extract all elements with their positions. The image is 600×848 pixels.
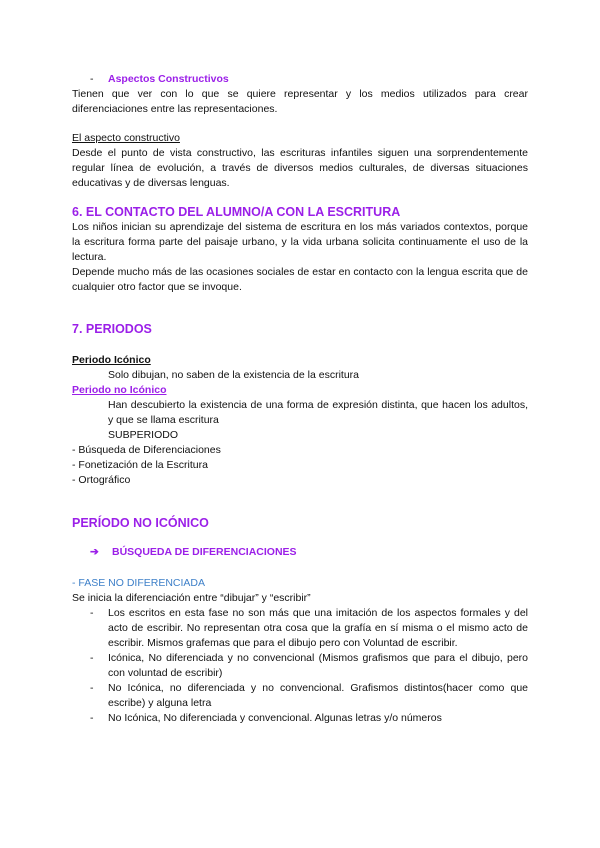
section-aspectos-constructivos: [72, 72, 528, 117]
section-periodos: [72, 321, 528, 337]
fase-no-diferenciada: [72, 576, 528, 726]
paragraph: Se inicia la diferenciación entre “dibujar” y “escribir”: [72, 592, 311, 604]
section-heading: PERÍODO NO ICÓNICO: [72, 516, 209, 530]
list-item: - Búsqueda de Diferenciaciones: [72, 444, 221, 456]
section-heading: 7. PERIODOS: [72, 322, 152, 336]
fase-title: - FASE NO DIFERENCIADA: [72, 577, 206, 589]
subsection-title: Aspectos Constructivos: [108, 73, 229, 85]
subsection-busqueda: [72, 545, 528, 560]
bullet-dash: -: [90, 73, 94, 85]
list-item: - Fonetización de la Escritura: [72, 459, 208, 471]
section-heading: 6. EL CONTACTO DEL ALUMNO/A CON LA ESCRITURA: [72, 205, 401, 219]
periodos-list: [72, 353, 528, 488]
section-periodo-no-iconico: [72, 515, 528, 531]
list-item: - Ortográfico: [72, 474, 131, 486]
subsection-title: El aspecto constructivo: [72, 132, 180, 144]
list-item: - No Icónica, No diferenciada y convencional. Algunas letras y/o números: [72, 711, 528, 726]
subperiodo-label: SUBPERIODO: [108, 429, 179, 441]
periodo-iconico-text: Solo dibujan, no saben de la existencia de la escritura: [108, 369, 359, 381]
section-aspecto-constructivo: [72, 131, 528, 191]
periodo-iconico-title: Periodo Icónico: [72, 354, 151, 366]
subsection-title: BÚSQUEDA DE DIFERENCIACIONES: [112, 546, 297, 558]
section-contacto: [72, 204, 528, 295]
list-item: - Los escritos en esta fase no son más que una imitación de los aspectos formales y del acto de escribir. No representan otra cosa que la grafía en sí misma o el mismo acto de escribir. Mismos grafemas que para el dibujo pero con Voluntad de escribir.: [72, 606, 528, 651]
periodo-no-iconico-text: Han descubierto la existencia de una forma de expresión distinta, que hacen los adultos, y que se llama escritura: [108, 399, 528, 426]
periodo-no-iconico-title: Periodo no Icónico: [72, 384, 167, 396]
arrow-icon: ➔: [90, 546, 99, 558]
paragraph: Desde el punto de vista constructivo, las escrituras infantiles siguen una sorprendentemente regular línea de evolución, a través de diversos medios culturales, de diversas situaciones educativas y de diversas lenguas.: [72, 147, 528, 189]
paragraph: Depende mucho más de las ocasiones sociales de estar en contacto con la lengua escrita que de cualquier otro factor que se invoque.: [72, 266, 528, 293]
paragraph: Tienen que ver con lo que se quiere representar y los medios utilizados para crear diferenciaciones entre las representaciones.: [72, 88, 528, 115]
list-item: - No Icónica, no diferenciada y no convencional. Grafismos distintos(hacer como que escribe) y alguna letra: [72, 681, 528, 711]
bullet-list: [72, 606, 528, 726]
list-item: - Icónica, No diferenciada y no convencional (Mismos grafismos que para el dibujo, pero con voluntad de escribir): [72, 651, 528, 681]
paragraph: Los niños inician su aprendizaje del sistema de escritura en los más variados contextos, porque la escritura forma parte del paisaje urbano, y la vida urbana solicita continuamente el uso de la lectura.: [72, 221, 528, 263]
